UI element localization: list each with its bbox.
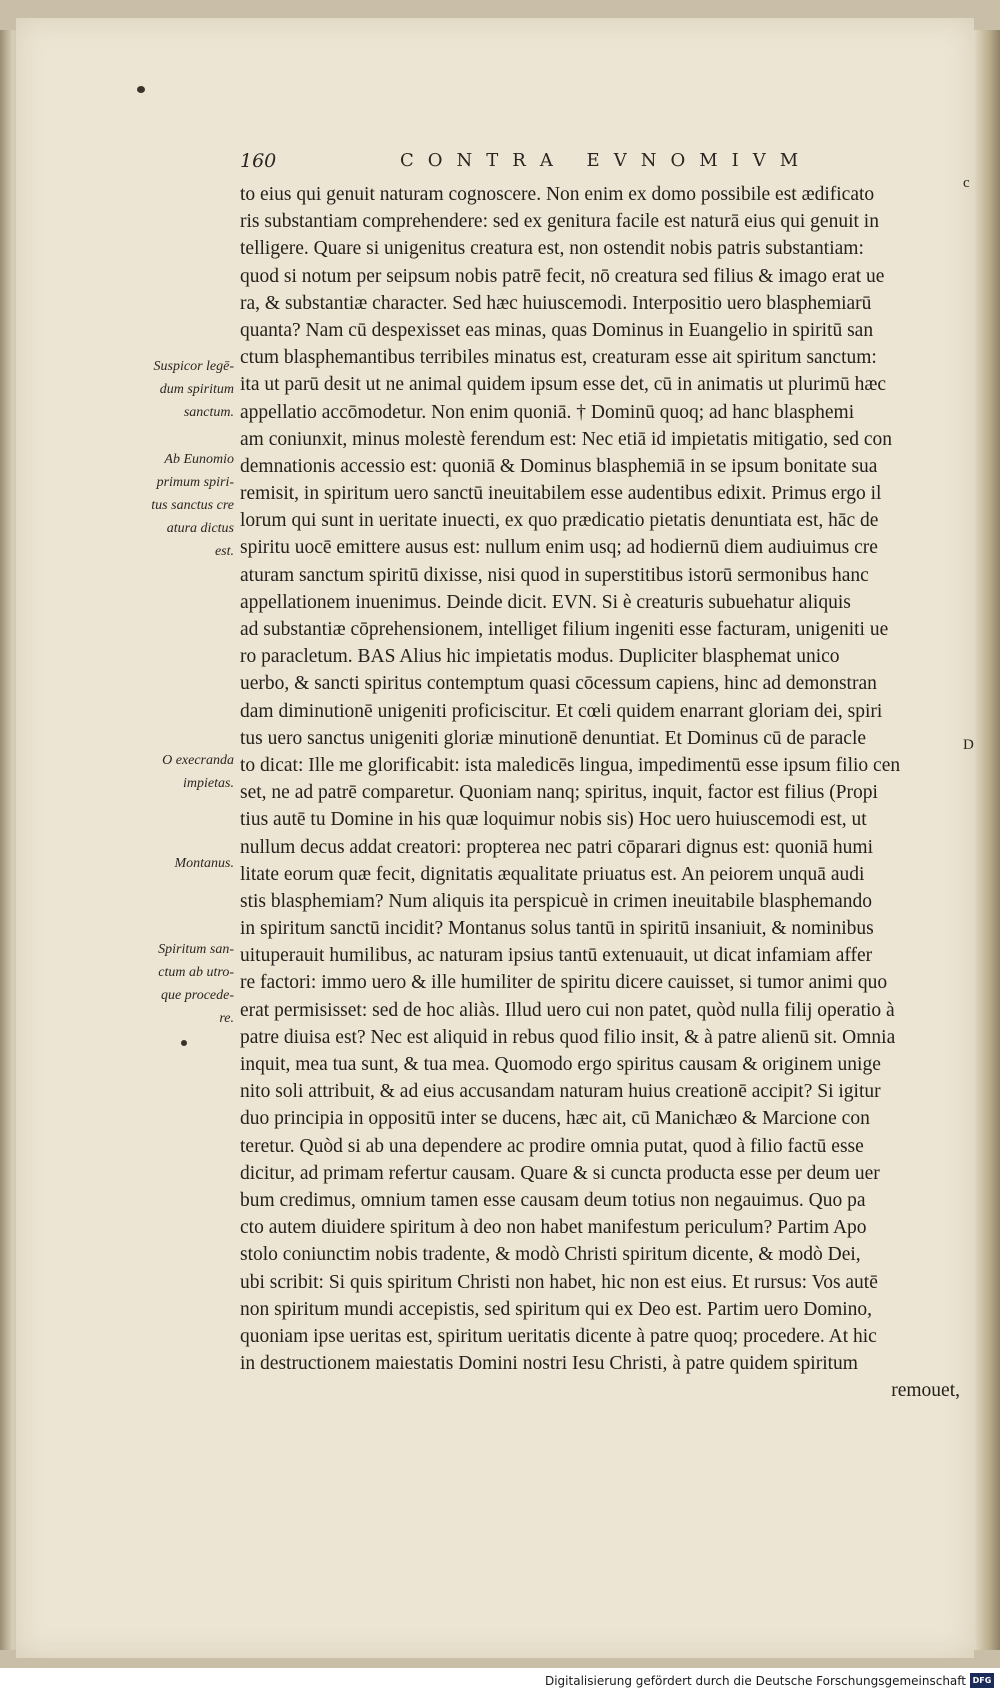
- text-line: ad substantiæ cōprehensionem, intelliget filium ingeniti esse facturam, unigeniti ue: [240, 619, 889, 640]
- footer-bar: [0, 1668, 1000, 1695]
- edge-letter: D: [963, 737, 974, 753]
- text-line: remouet,: [891, 1380, 960, 1402]
- text-line: aturam sanctum spiritū dixisse, nisi quod in superstitibus istorū sermonibus hanc: [240, 564, 869, 586]
- text-line: to dicat: Ille me glorificabit: ista maledicēs lingua, impedimentū esse ipsum filio cen: [240, 754, 901, 776]
- text-line: dam diminutionē unigeniti proficiscitur. Et cœli quidem enarrant gloriam dei, spiri: [240, 700, 883, 722]
- page-header: [240, 150, 860, 176]
- text-line: quanta? Nam cū despexisset eas minas, quas Dominus in Euangelio in spiritū san: [240, 319, 874, 341]
- text-line: set, ne ad patrē comparetur. Quoniam nanq; spiritus, inquit, factor est filius (Propi: [240, 782, 878, 804]
- text-line: tus uero sanctus unigeniti gloriæ minutionē denuntiat. Et Dominus cū de paracle: [240, 727, 867, 749]
- text-line: duo principia in oppositū inter se ducens, hæc ait, cū Manichæo & Marcione con: [240, 1108, 870, 1130]
- text-line: to eius qui genuit naturam cognoscere. Non enim ex domo possibile est ædificato: [240, 184, 875, 205]
- text-line: in spiritum sanctū incidit? Montanus solus tantū in spiritū insaniuit, & nominibus: [240, 918, 874, 940]
- text-line: quoniam ipse ueritas est, spiritum ueritatis dicente à patre quoq; procedere. At hic: [240, 1325, 877, 1347]
- text-line: ctum blasphemantibus terribiles minatus est, creaturam esse ait spiritum sanctum:: [240, 347, 877, 369]
- marginal-note-line: atura dictus: [166, 521, 234, 536]
- marginal-note: [132, 749, 234, 795]
- text-line: ubi scribit: Si quis spiritum Christi non habet, hic non est eius. Et rursus: Vos autē: [240, 1271, 878, 1293]
- text-line: litate eorum quæ fecit, dignitatis æqualitate priuatus est. An peiorem unquā audi: [240, 863, 865, 885]
- text-line: tius autē tu Domine in his quæ loquimur nobis sis) Hoc uero huiuscemodi est, ut: [240, 809, 867, 831]
- marginal-note-line: tus sanctus cre: [151, 498, 234, 513]
- text-line: cto autem diuidere spiritum à deo non habet manifestum periculum? Partim Apo: [240, 1217, 867, 1239]
- marginal-note-line: primum spiri-: [156, 475, 234, 490]
- marginal-note: [132, 938, 234, 1030]
- marginal-note-line: est.: [214, 544, 234, 559]
- marginal-note-line: ctum ab utro-: [158, 965, 234, 980]
- edge-letter: c: [963, 175, 970, 191]
- marginal-note-line: re.: [219, 1011, 234, 1026]
- text-line: dicitur, ad primam refertur causam. Quare & si cuncta producta esse per deum uer: [240, 1162, 880, 1184]
- text-line: nito soli attribuit, & ad eius accusandam naturam huius creationē accipit? Si igitur: [240, 1081, 881, 1103]
- text-line: nullum decus addat creatori: propterea nec patri cōparari dignus est: quoniā humi: [240, 836, 873, 858]
- text-line: remisit, in spiritum uero sanctū ineuitabilem esse audentibus edixit. Primus ergo il: [240, 483, 882, 505]
- page-number: 160: [240, 150, 277, 172]
- text-line: patre diuisa est? Nec est aliquid in rebus quod filio insit, & à patre alienū sit. Omnia: [240, 1026, 896, 1048]
- text-line: ita ut parū desit ut ne animal quidem ipsum esse det, cū in animatis ut plurimū hæc: [240, 374, 887, 396]
- marginal-note-line: Suspicor legē-: [153, 359, 234, 374]
- marginal-note-line: Spiritum san-: [158, 942, 234, 957]
- text-line: non spiritum mundi accepistis, sed spiritum qui ex Deo est. Partim uero Domino,: [240, 1298, 873, 1320]
- text-line: bum credimus, omnium tamen esse causam deum totius non negauimus. Quo pa: [240, 1189, 866, 1211]
- text-line: demnationis accessio est: quoniā & Dominus blasphemiā in se ipsum bonitate sua: [240, 455, 878, 477]
- text-line: stis blasphemiam? Num aliquis ita perspicuè in crimen ineuitabile blasphemando: [240, 890, 872, 912]
- marginal-note-line: sanctum.: [183, 405, 234, 420]
- text-line: inquit, mea tua sunt, & tua mea. Quomodo ergo spiritus causam & originem unige: [240, 1054, 881, 1075]
- marginal-note-line: Ab Eunomio: [164, 452, 234, 467]
- text-line: ra, & substantiæ character. Sed hæc huiuscemodi. Interpositio uero blasphemiarū: [240, 292, 872, 314]
- text-line: am coniunxit, minus molestè ferendum est: Nec etiā id impietatis mitigatio, sed con: [240, 428, 893, 450]
- running-title: CONTRA EVNOMIVM: [400, 150, 813, 171]
- text-line: erat permisisset: sed de hoc aliàs. Illud uero cui non patet, quòd nulla filij operatio à: [240, 999, 895, 1021]
- text-line: appellationem inuenimus. Deinde dicit. EVN. Si è creaturis subuehatur aliquis: [240, 591, 851, 613]
- marginal-note-line: O execranda: [162, 753, 234, 768]
- marginal-note: [132, 448, 234, 563]
- text-line: appellatio accōmodetur. Non enim quoniā. † Dominū quoq; ad hanc blasphemi: [240, 401, 855, 423]
- footer-credit: Digitalisierung gefördert durch die Deutsche Forschungsgemeinschaft: [544, 1674, 966, 1688]
- text-line: stolo coniunctim nobis tradente, & modò Christi spiritum dicente, & modò Dei,: [240, 1244, 861, 1266]
- marginal-note: [132, 852, 234, 875]
- text-line: uituperauit humilibus, ac naturam ipsius tantū extenuauit, ut dicat infamiam affer: [240, 945, 873, 967]
- dfg-logo: DFG: [970, 1673, 994, 1688]
- text-line: lorum qui sunt in ueritate inuecti, ex quo prædicatio pietatis denuntiata est, hāc de: [240, 510, 879, 532]
- text-line: re factori: immo uero & ille humiliter de spiritu dicere cauisset, si tumor animi quo: [240, 972, 888, 994]
- text-line: ro paracletum. BAS Alius hic impietatis modus. Dupliciter blasphemat unico: [240, 646, 840, 668]
- main-text-block: [240, 181, 960, 1404]
- text-line: ris substantiam comprehendere: sed ex genitura facile est naturā eius qui genuit in: [240, 211, 879, 233]
- text-line: in destructionem maiestatis Domini nostri Iesu Christi, à patre quidem spiritum: [240, 1353, 858, 1375]
- text-line: quod si notum per seipsum nobis patrē fecit, nō creatura sed filius & imago erat ue: [240, 265, 885, 287]
- right-page-edges: [974, 30, 1000, 1650]
- ink-spot: [181, 1040, 187, 1046]
- ink-spot: [137, 86, 145, 93]
- text-line: teretur. Quòd si ab una dependere ac prodire omnia putat, quod à filio factū esse: [240, 1135, 864, 1157]
- marginal-note: [132, 355, 234, 424]
- marginal-note-line: que procede-: [161, 988, 234, 1003]
- text-line: telligere. Quare si unigenitus creatura est, non ostendit nobis patris substantiam:: [240, 238, 864, 260]
- text-line: spiritu uocē emittere ausus est: nullum enim usq; ad hodiernū diem audiuimus cre: [240, 537, 878, 559]
- marginal-note-line: Montanus.: [174, 856, 234, 871]
- text-line: uerbo, & sancti spiritus contemptum quasi cōcessum capiens, hinc ad demonstran: [240, 673, 877, 695]
- marginal-note-line: impietas.: [183, 776, 234, 791]
- marginal-note-line: dum spiritum: [159, 382, 234, 397]
